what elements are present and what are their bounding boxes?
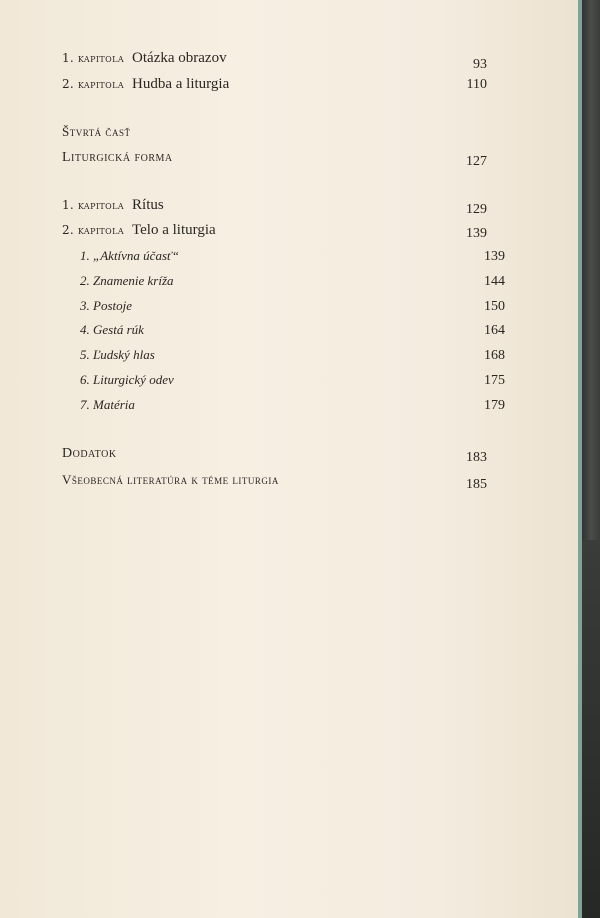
page-number: 110: [466, 77, 487, 92]
toc-entry-section: [62, 347, 505, 369]
page-number: 93: [473, 57, 487, 72]
toc-entry-part: [62, 150, 487, 172]
bibliography-title: Všeobecná literatúra k téme liturgia: [62, 472, 279, 487]
chapter-title: Telo a liturgia: [132, 222, 216, 238]
section-number: 2.: [80, 273, 90, 288]
section-title: Liturgický odev: [93, 372, 174, 387]
chapter-label: kapitola: [77, 51, 125, 65]
page-number: 144: [484, 274, 505, 289]
section-number: 7.: [80, 397, 90, 412]
toc-entry-section: [62, 248, 505, 270]
page-number: 139: [484, 249, 505, 264]
chapter-number: 2.: [62, 223, 74, 237]
toc-entry-appendix: [62, 446, 487, 468]
toc-entry-chapter: [62, 76, 487, 98]
page-number: 175: [484, 373, 505, 388]
page-number: 129: [466, 202, 487, 217]
part-title: Liturgická forma: [62, 150, 173, 165]
toc-entry-bibliography: [62, 472, 487, 494]
section-title: Znamenie kríža: [93, 273, 174, 288]
toc-entry-section: [62, 397, 505, 419]
section-number: 3.: [80, 298, 90, 313]
section-title: Ľudský hlas: [93, 347, 155, 362]
chapter-number: 1.: [62, 198, 74, 212]
toc-entry-chapter: [62, 197, 487, 219]
page-number: 179: [484, 398, 505, 413]
part-heading: [62, 124, 487, 146]
section-number: 4.: [80, 322, 90, 337]
toc-entry-section: [62, 322, 505, 344]
section-title: Matéria: [93, 397, 135, 412]
chapter-title: Rítus: [132, 197, 164, 213]
section-title: „Aktívna účasť“: [93, 248, 179, 263]
page-number: 127: [466, 154, 487, 169]
chapter-label: kapitola: [77, 198, 125, 212]
chapter-label: kapitola: [77, 223, 125, 237]
page-number: 164: [484, 323, 505, 338]
section-number: 6.: [80, 372, 90, 387]
section-title: Gestá rúk: [93, 322, 144, 337]
section-title: Postoje: [93, 298, 132, 313]
page-number: 183: [466, 450, 487, 465]
page-number: 139: [466, 226, 487, 241]
page-number: 150: [484, 299, 505, 314]
book-cover-edge: [582, 0, 600, 918]
toc-entry-chapter: [62, 222, 487, 244]
page-number: 168: [484, 348, 505, 363]
toc-entry-section: [62, 298, 505, 320]
toc-entry-chapter: [62, 50, 487, 72]
toc-entry-section: [62, 273, 505, 295]
page-number: 185: [466, 477, 487, 492]
chapter-label: kapitola: [77, 77, 125, 91]
part-heading-text: Štvrtá časť: [62, 124, 131, 139]
chapter-title: Otázka obrazov: [132, 50, 227, 66]
chapter-number: 2.: [62, 77, 74, 91]
section-number: 1.: [80, 248, 90, 263]
toc-entry-section: [62, 372, 505, 394]
chapter-number: 1.: [62, 51, 74, 65]
chapter-title: Hudba a liturgia: [132, 76, 230, 92]
appendix-title: Dodatok: [62, 446, 117, 461]
section-number: 5.: [80, 347, 90, 362]
